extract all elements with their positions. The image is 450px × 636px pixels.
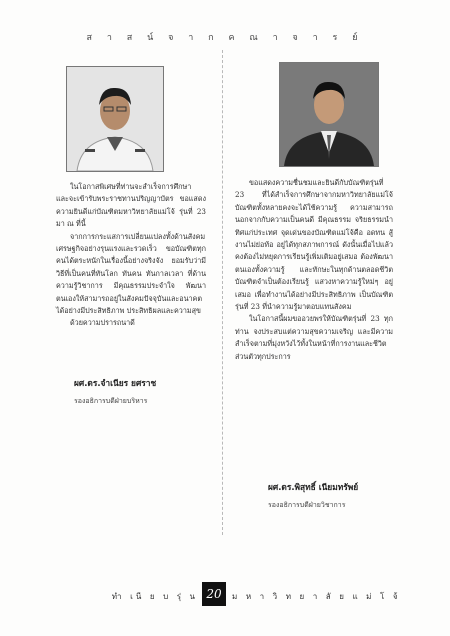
- left-signature: [74, 376, 156, 407]
- right-column-text: [235, 177, 393, 363]
- footer-right-text: ม ห า วิ ท ย า ลั ย แ ม่ โ จ้: [232, 592, 401, 601]
- right-paragraph-1: ขอแสดงความชื่นชมและยินดีกับบัณฑิตรุ่นที่ 23 ที่ได้สำเร็จการศึกษาจากมหาวิทยาลัยแม่โจ้ บัณฑิตทั้งหลายคงจะได้ใช้ความรู้ ความสามารถนอกจากกับความเป็นคนดี มีคุณธรรม จริยธรรมนำทิศแก่ประเทศ จุดเด่นของบัณฑิตแม่โจ้คือ อดทน สู้งานไม่ย่อท้อ อยู่ได้ทุกสภาพการณ์ ดังนั้นเมื่อไปแล้วคงต้องไม่หยุดการเรียนรู้เพิ่มเติมอยู่เสมอ ต้องพัฒนาตนเองทั้งความรู้ และทักษะในทุกด้านตลอดชีวิต บัณฑิตจำเป็นต้องเรียนรู้ แสวงหาความรู้ใหม่ๆ อยู่เสมอ เพื่อทำงานได้อย่างมีประสิทธิภาพ เป็นบัณฑิตรุ่นที่ 23 ที่นำความรู้มาตอบแทนสังคม: [235, 178, 393, 312]
- portrait-photo-right: [279, 62, 379, 167]
- left-paragraph-2: จากการกระแสการเปลี่ยนแปลงทั้งด้านสังคม เศรษฐกิจอย่างรุนแรงและรวดเร็ว ขอบัณฑิตทุกคนได้ตระหนักในเรื่องนี้อย่างจริงจัง ยอมรับว่ามีวิธีที่เป็นคนที่ทันโลก ทันคน ทันกาลเวลา ที่ด้านความรู้วิชาการ มีคุณธรรมประจำใจ พัฒนาตนเองให้สามารถอยู่ในสังคมปัจจุบันและอนาคตได้อย่างมีประสิทธิภาพ ประสิทธิผลและความสุข: [56, 231, 206, 316]
- portrait-left-image: [67, 67, 163, 171]
- header-title: ส า ส น์ จ า ก ค ณ า จ า ร ย์: [86, 33, 364, 43]
- left-signature-role: รองอธิการบดีฝ่ายบริหาร: [74, 397, 148, 405]
- page-header: [0, 30, 450, 44]
- right-paragraph-2: ในโอกาสนี้ผมขออวยพรให้บัณฑิตรุ่นที่ 23 ทุกท่าน จงประสบแต่ความสุขความเจริญ และมีความสำเร็จตามที่มุ่งหวังไว้ทั้งในหน้าที่การงานและชีวิตส่วนตัวทุกประการ: [235, 314, 393, 361]
- left-column-text: [56, 181, 206, 330]
- portrait-photo-left: [66, 66, 164, 172]
- left-paragraph-1: ในโอกาสพิเศษที่ท่านจะสำเร็จการศึกษา และจะเข้ารับพระราชทานปริญญาบัตร ขอแสดงความยินดีแก่บัณฑิตมหาวิทยาลัยแม่โจ้ รุ่นที่ 23 มา ณ ที่นี้: [56, 182, 206, 229]
- page-number: 20: [202, 582, 226, 606]
- left-signature-name: ผศ.ดร.จำเนียร ยศราช: [74, 378, 157, 388]
- right-signature: [268, 480, 358, 511]
- right-signature-name: ผศ.ดร.พิสุทธิ์ เนียมทรัพย์: [268, 482, 359, 492]
- page-footer: [0, 582, 450, 610]
- footer-left-text: ทำ เนี ย บ รุ่ น: [111, 592, 198, 601]
- right-signature-role: รองอธิการบดีฝ่ายวิชาการ: [268, 501, 346, 509]
- left-sign-off: ด้วยความปรารถนาดี: [70, 318, 135, 328]
- portrait-right-image: [280, 63, 378, 166]
- column-divider: [222, 50, 223, 535]
